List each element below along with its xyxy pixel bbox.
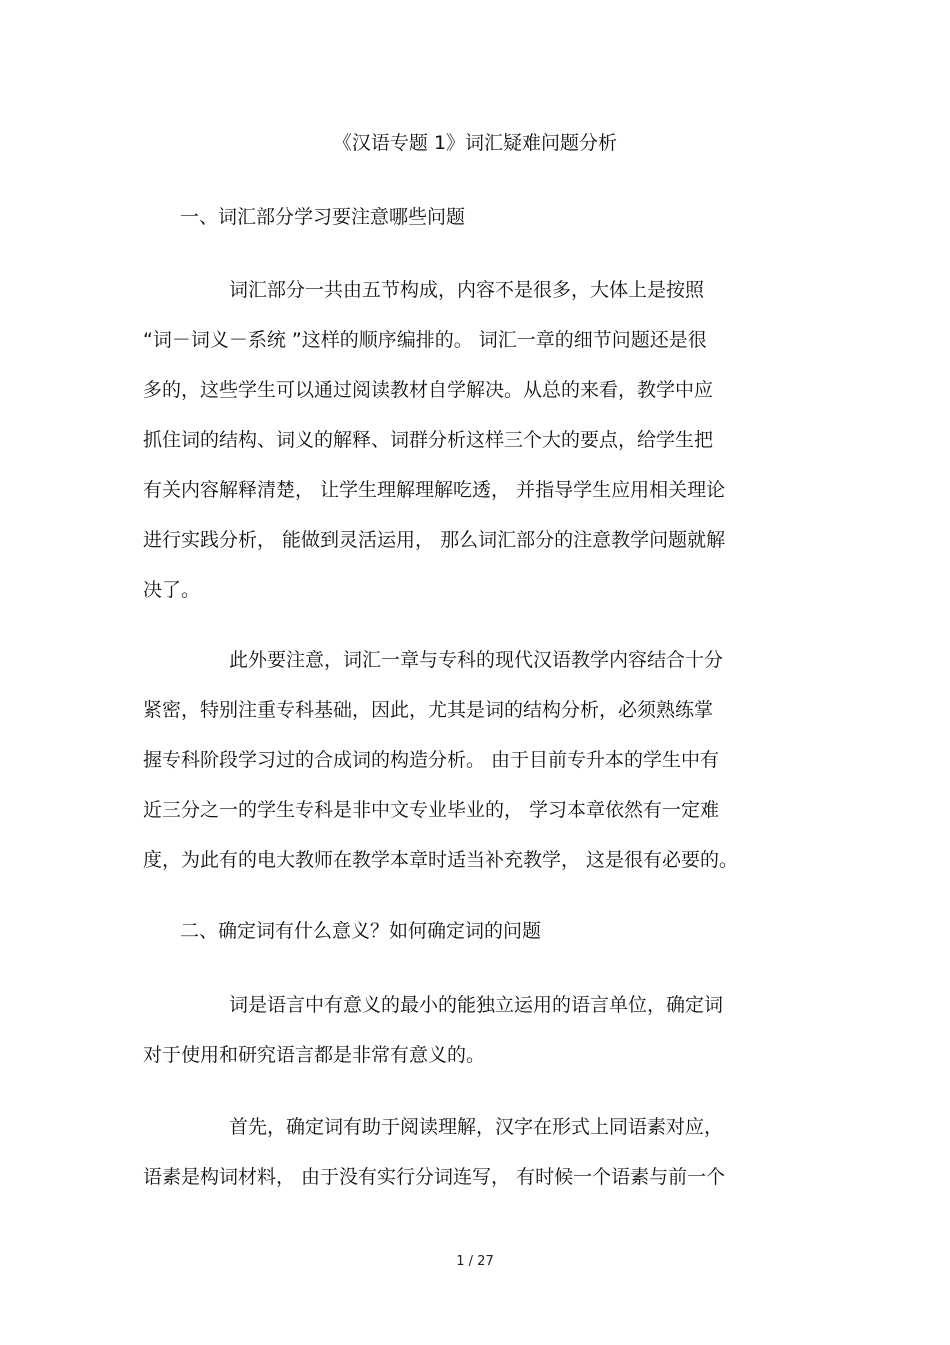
paragraph-2 bbox=[143, 645, 803, 895]
paragraph-line: 首先，确定词有助于阅读理解，汉字在形式上同语素对应， bbox=[229, 1116, 724, 1138]
paragraph-line: 抓住词的结构、词义的解释、词群分析这样三个大的要点，给学生把 bbox=[143, 429, 714, 451]
paragraph-line: 近三分之一的学生专科是非中文专业毕业的， 学习本章依然有一定难 bbox=[143, 799, 720, 821]
paragraph-line: 多的，这些学生可以通过阅读教材自学解决。从总的来看，教学中应 bbox=[143, 379, 714, 401]
page-number: 1 / 27 bbox=[456, 1254, 494, 1269]
paragraph-line: 语素是构词材料， 由于没有实行分词连写， 有时候一个语素与前一个 bbox=[143, 1166, 726, 1188]
paragraph-line: 决了。 bbox=[143, 579, 201, 601]
paragraph-line: 对于使用和研究语言都是非常有意义的。 bbox=[143, 1044, 486, 1066]
paragraph-4 bbox=[143, 1112, 803, 1212]
paragraph-1 bbox=[143, 275, 803, 625]
paragraph-line: “词－词义－系统 ”这样的顺序编排的。 词汇一章的细节问题还是很 bbox=[143, 329, 707, 351]
paragraph-3 bbox=[143, 990, 803, 1090]
paragraph-line: 紧密，特别注重专科基础，因此，尤其是词的结构分析，必须熟练掌 bbox=[143, 699, 714, 721]
paragraph-line: 有关内容解释清楚， 让学生理解理解吃透， 并指导学生应用相关理论 bbox=[143, 479, 726, 501]
paragraph-line: 此外要注意，词汇一章与专科的现代汉语教学内容结合十分 bbox=[229, 649, 724, 671]
paragraph-line: 进行实践分析， 能做到灵活运用， 那么词汇部分的注意教学问题就解 bbox=[143, 529, 726, 551]
paragraph-line: 握专科阶段学习过的合成词的构造分析。 由于目前专升本的学生中有 bbox=[143, 749, 720, 771]
section-heading-1: 一、词汇部分学习要注意哪些问题 bbox=[180, 206, 466, 228]
paragraph-line: 词汇部分一共由五节构成，内容不是很多，大体上是按照 bbox=[229, 279, 705, 301]
paragraph-line: 度，为此有的电大教师在教学本章时适当补充教学， 这是很有必要的。 bbox=[143, 849, 739, 871]
paragraph-line: 词是语言中有意义的最小的能独立运用的语言单位，确定词 bbox=[229, 994, 724, 1016]
section-heading-2: 二、确定词有什么意义？如何确定词的问题 bbox=[180, 920, 542, 942]
document-title: 《汉语专题 1》词汇疑难问题分析 bbox=[332, 132, 618, 154]
